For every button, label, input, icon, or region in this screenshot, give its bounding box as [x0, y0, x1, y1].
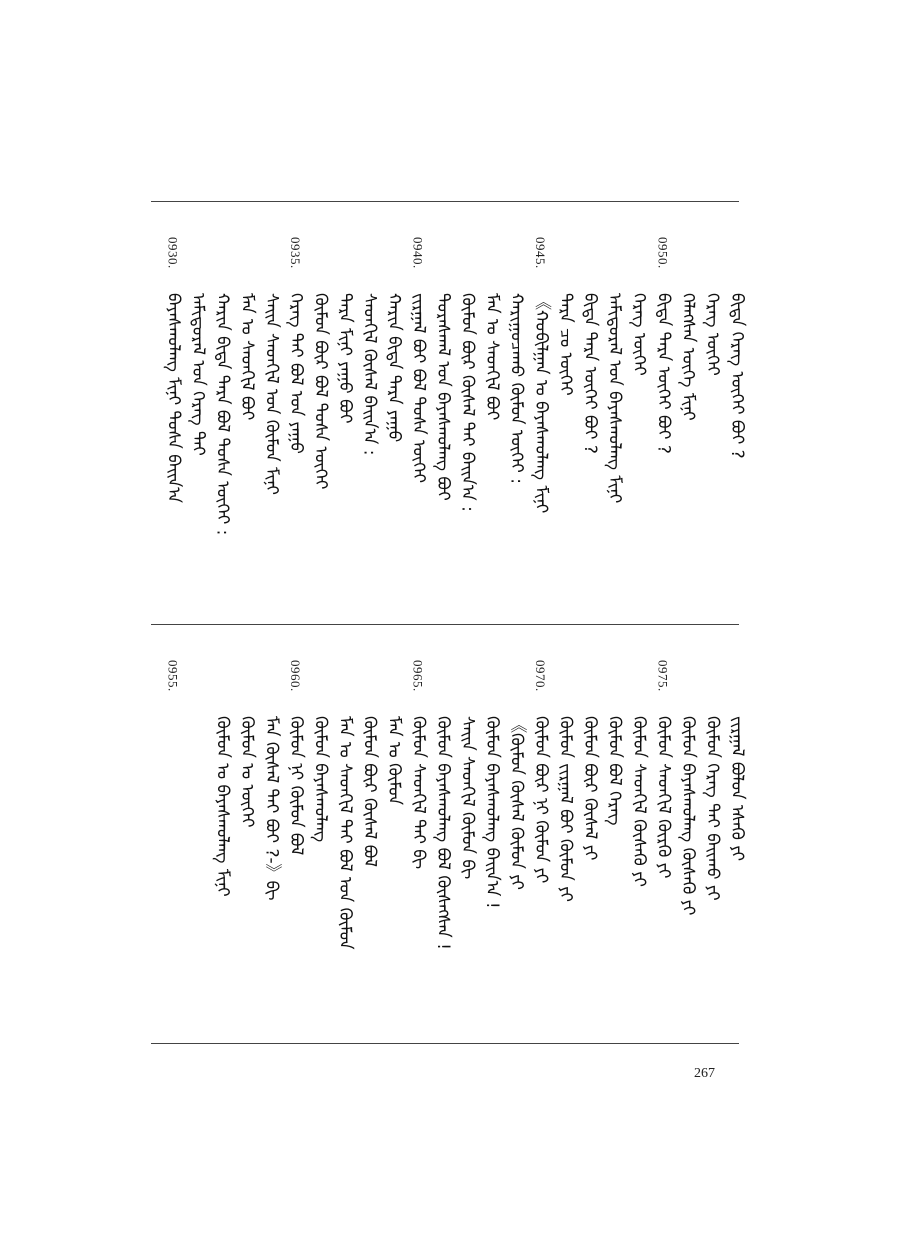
- verse-line: 《ᠬᠦᠮᠦᠨ ᠬᠦᠰᠡᠯ ᠬᠦᠮᠦᠨ ᠶᠢ: [506, 716, 527, 890]
- verse-line: ᠪᠢᠳᠡ ᠲᠡᠷᠡ ᠦᠭᠡᠢ ᠪᠤᠢ ?: [580, 293, 600, 454]
- verse-line: ᠬᠦᠮᠦᠨ ᠪᠤᠯ ᠬᠡᠷᠡᠭ: [604, 716, 625, 826]
- verse-line: ᠮᠠᠨ ᠤ ᠰᠡᠳᠬᠢᠯ ᠪᠤᠢ: [237, 293, 257, 421]
- line-number: 0955.: [165, 660, 181, 692]
- line-number: 0930.: [165, 237, 181, 269]
- verse-line: ᠬᠦᠮᠦᠨ ᠪᠦᠷ ᠬᠦᠰᠡᠯ ᠲᠡᠢ ᠪᠠᠢᠨ᠎ᠠ :: [457, 293, 478, 512]
- verse-line: ᠬᠡᠷᠡᠭ ᠲᠡᠢ ᠪᠤᠯ ᠤᠨ ᠶᠠᠭᠤ: [286, 293, 306, 454]
- verse-line: ᠪᠢᠳᠡ ᠬᠡᠷᠡᠭ ᠦᠭᠡᠢ ᠪᠤᠢ ?: [727, 293, 747, 459]
- verse-line: ᠪᠢᠳᠡ ᠲᠡᠷᠡ ᠦᠭᠡᠢ ᠪᠤᠢ ?: [653, 293, 674, 454]
- verse-line: ᠰᠠᠢᠨ ᠰᠡᠳᠬᠢᠯ ᠤᠨ ᠬᠦᠮᠦᠨ ᠮᠢᠨᠢ: [261, 293, 282, 495]
- line-number: 0960.: [288, 660, 303, 692]
- verse-line: ᠬᠦᠮᠦᠨ ᠪᠦᠷ ᠬᠦᠰᠡᠯ ᠶᠢ: [580, 716, 600, 861]
- verse-line: ᠮᠠᠨ ᠬᠦᠰᠡᠯ ᠲᠡᠢ ᠪᠤᠢ ?-》ᠪᠢ: [261, 716, 282, 901]
- verse-line: ᠬᠦᠮᠦᠨ ᠬᠡᠷᠡᠭ ᠲᠡᠢ ᠪᠠᠢᠬᠤ ᠶᠢ: [702, 716, 723, 901]
- verse-line: ᠬᠦᠮᠦᠨ ᠰᠡᠳᠬᠢᠯ ᠬᠦᠰᠡᠬᠦ ᠶᠢ: [629, 716, 649, 887]
- line-number: 0965.: [410, 660, 426, 692]
- verse-line: ᠬᠦᠮᠦᠨ ᠪᠠᠶᠠᠰᠬᠤᠯᠠᠩ: [310, 716, 331, 843]
- line-number: 0940.: [410, 237, 426, 269]
- middle-rule: [151, 624, 739, 625]
- verse-line: ᠬᠦᠮᠦᠨ ᠪᠠᠶᠠᠰᠬᠤᠯᠠᠩ ᠪᠠᠢᠨ᠎ᠠ !: [482, 716, 502, 909]
- verse-line: ᠮᠠᠨ ᠤ ᠬᠦᠮᠦᠨ: [384, 716, 404, 805]
- verse-line: ᠠᠮᠢᠳᠤᠷᠠᠯ ᠤᠨ ᠬᠡᠷᠡᠭ ᠲᠡᠢ: [188, 293, 208, 456]
- verse-block-bottom: [151, 660, 747, 950]
- line-number: 0945.: [533, 237, 548, 269]
- verse-line: ᠬᠦᠮᠦᠨ ᠪᠠᠶᠠᠰᠬᠤᠯᠠᠩ ᠪᠤᠯ ᠬᠦᠰᠡᠭᠰᠡᠨ !: [433, 716, 453, 950]
- verse-line: ᠪᠠᠶᠠᠰᠬᠤᠯᠠᠩ ᠮᠢᠨᠢ ᠲᠤᠰᠠ ᠪᠠᠢᠨ᠎ᠠ: [163, 293, 184, 504]
- verse-line: ᠬᠦᠮᠦᠨ ᠪᠦᠷ ᠨᠢ ᠬᠦᠮᠦᠨ ᠶᠢ: [531, 716, 551, 884]
- verse-line: ᠬᠦᠮᠦᠨ ᠤ ᠦᠭᠡᠢ: [237, 716, 257, 828]
- verse-line: ᠬᠠᠷᠢᠭᠤᠴᠠᠬᠤ ᠬᠦᠮᠦᠨ ᠦᠭᠡᠢ :: [506, 293, 527, 484]
- verse-line: ᠬᠦᠮᠦᠨ ᠪᠦᠷ ᠪᠤᠯ ᠲᠤᠰᠠ ᠦᠭᠡᠢ: [310, 293, 331, 490]
- verse-block-top: [151, 237, 747, 536]
- verse-line: ᠮᠠᠨ ᠤ ᠰᠡᠳᠬᠢᠯ ᠪᠤᠢ: [482, 293, 502, 421]
- verse-line: ᠵᠢᠷᠭᠠᠯ ᠪᠤᠯᠤᠨ ᠡᠰᠡᠬᠦ ᠶᠢ: [727, 716, 747, 862]
- page-number: 267: [694, 1066, 715, 1081]
- top-rule: [151, 201, 739, 202]
- verse-line: ᠵᠢᠷᠭᠠᠯ ᠪᠤᠢ ᠪᠤᠯ ᠲᠤᠰᠠ ᠦᠭᠡᠢ: [408, 293, 429, 484]
- line-number: 0950.: [655, 237, 671, 269]
- verse-line: ᠬᠠᠷᠢᠨ ᠪᠢᠳᠡ ᠲᠡᠷᠡ ᠶᠠᠭᠤ: [384, 293, 404, 443]
- verse-line: ᠲᠡᠷᠡ ᠮᠢᠨᠢ ᠶᠠᠭᠤ ᠪᠤᠢ: [335, 293, 355, 424]
- verse-line: ᠬᠦᠮᠦᠨ ᠵᠢᠷᠭᠠᠯ ᠪᠤᠢ ᠬᠦᠮᠦᠨ ᠶᠢ: [555, 716, 576, 902]
- verse-line: ᠰᠠᠢᠨ ᠰᠡᠳᠬᠢᠯ ᠬᠦᠮᠦᠨ ᠪᠢ: [457, 716, 478, 880]
- verse-line: ᠮᠠᠨ ᠤ ᠰᠡᠳᠬᠢᠯ ᠲᠡᠢ ᠪᠤᠯ ᠤᠨ ᠬᠦᠮᠦᠨ: [335, 716, 355, 950]
- verse-line: ᠰᠡᠳᠬᠢᠯ ᠬᠦᠰᠡᠯ ᠪᠠᠢᠨ᠎ᠠ :: [359, 293, 380, 456]
- verse-line: ᠬᠦᠮᠦᠨ ᠰᠡᠳᠬᠢᠯ ᠬᠦᠷᠬᠦ ᠶᠢ: [653, 716, 674, 879]
- verse-line: ᠬᠦᠮᠦᠨ ᠤ ᠪᠠᠶᠠᠰᠬᠤᠯᠠᠩ ᠮᠢᠨᠢ: [212, 716, 233, 897]
- bottom-rule: [151, 1043, 739, 1044]
- verse-line: ᠬᠦᠮᠦᠨ ᠪᠠᠶᠠᠰᠬᠤᠯᠠᠩ ᠬᠦᠰᠡᠬᠦ ᠶᠢ: [678, 716, 698, 916]
- verse-line: ᠬᠦᠮᠦᠨ ᠪᠦᠷ ᠬᠦᠰᠡᠯ ᠪᠤᠯ: [359, 716, 380, 868]
- line-number: 0975.: [655, 660, 671, 692]
- verse-line: ᠬᠡᠷᠡᠭ ᠦᠭᠡᠢ: [702, 293, 723, 376]
- verse-line: ᠳᠤᠷᠠᠰᠬᠠᠯ ᠤᠨ ᠪᠠᠶᠠᠰᠬᠤᠯᠠᠩ ᠪᠤᠢ: [433, 293, 453, 501]
- verse-line: ᠬᠦᠮᠦᠨ ᠨᠢ ᠬᠦᠮᠦᠨ ᠪᠤᠯ: [286, 716, 306, 856]
- verse-line: ᠬᠠᠷᠢᠨ ᠪᠢᠳᠡ ᠲᠡᠷᠡ ᠪᠤᠯ ᠲᠤᠰᠠ ᠦᠭᠡᠢ :: [212, 293, 233, 536]
- line-number: 0935.: [288, 237, 303, 269]
- verse-line: ᠬᠡᠯᠡᠭᠰᠡᠨ ᠦᠭᠡ ᠮᠢᠨᠢ: [678, 293, 698, 421]
- verse-line: ᠲᠡᠷᠡ ᠴᠤ ᠦᠭᠡᠢ: [555, 293, 576, 396]
- verse-line: 《ᠬᠤᠪᠢᠯᠭᠠᠨ ᠤ ᠪᠠᠶᠠᠰᠬᠤᠯᠠᠩ ᠮᠢᠨᠢ: [531, 293, 551, 514]
- line-number: 0970.: [533, 660, 548, 692]
- verse-line: ᠠᠮᠢᠳᠤᠷᠠᠯ ᠤᠨ ᠪᠠᠶᠠᠰᠬᠤᠯᠠᠩ ᠮᠢᠨᠢ: [604, 293, 625, 504]
- verse-line: ᠬᠦᠮᠦᠨ ᠰᠡᠳᠬᠢᠯ ᠲᠡᠢ ᠪᠢ: [408, 716, 429, 870]
- verse-line: ᠬᠡᠷᠡᠭ ᠦᠭᠡᠢ: [629, 293, 649, 376]
